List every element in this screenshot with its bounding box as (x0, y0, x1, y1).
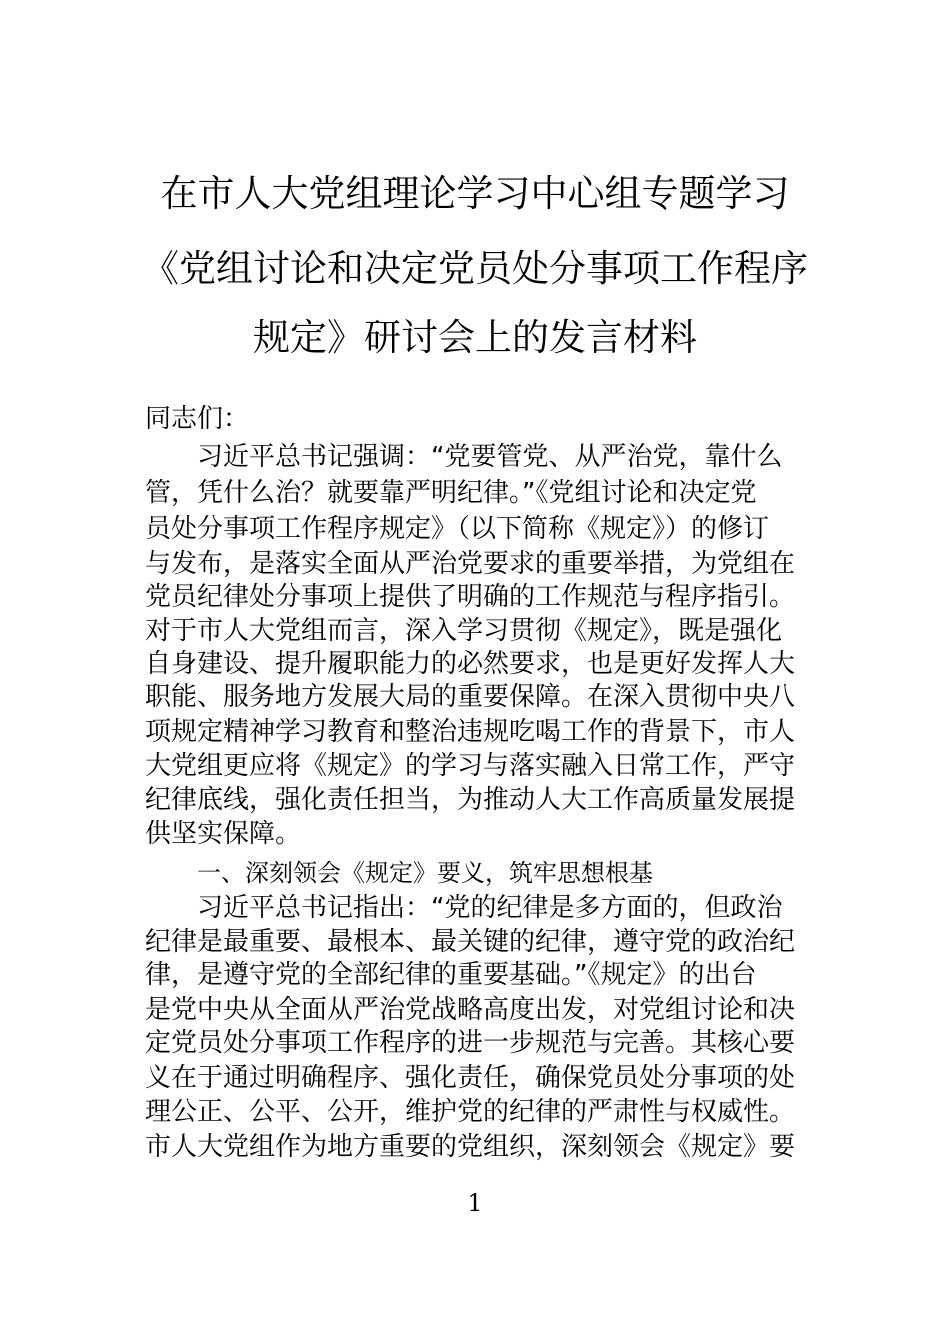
paragraph-1-line: 大党组更应将《规定》的学习与落实融入日常工作，严守 (145, 751, 796, 781)
paragraph-1-line: 供坚实保障。 (145, 819, 302, 849)
paragraph-1-line: 员处分事项工作程序规定》（以下简称《规定》）的修订 (145, 514, 770, 544)
paragraph-1-line: 纪律底线，强化责任担当，为推动人大工作高质量发展提 (145, 785, 796, 815)
paragraph-2-line: 纪律是最重要、最根本、最关键的纪律，遵守党的政治纪 (145, 927, 796, 957)
paragraph-2-line: 定党员处分事项工作程序的进一步规范与完善。其核心要 (145, 1028, 796, 1058)
paragraph-2-line: 理公正、公平、公开，维护党的纪律的严肃性与权威性。 (145, 1097, 796, 1127)
paragraph-2-line: 义在于通过明确程序、强化责任，确保党员处分事项的处 (145, 1063, 796, 1093)
page-number: 1 (467, 1189, 483, 1217)
paragraph-1-line: 党员纪律处分事项上提供了明确的工作规范与程序指引。 (145, 582, 796, 612)
paragraph-2-line: 市人大党组作为地方重要的党组织，深刻领会《规定》要 (145, 1132, 796, 1162)
document-title-line-1: 在市人大党组理论学习中心组专题学习 (160, 172, 790, 215)
paragraph-2-line: 习近平总书记指出：“党的纪律是多方面的，但政治 (197, 893, 783, 923)
paragraph-1-line: 与发布，是落实全面从严治党要求的重要举措，为党组在 (145, 549, 796, 579)
paragraph-2-line: 是党中央从全面从严治党战略高度出发，对党组讨论和决 (145, 995, 796, 1025)
paragraph-1-line: 职能、服务地方发展大局的重要保障。在深入贯彻中央八 (145, 682, 796, 712)
paragraph-1-line: 对于市人大党组而言，深入学习贯彻《规定》，既是强化 (145, 616, 783, 646)
salutation: 同志们： (145, 404, 250, 434)
section-heading-1: 一、深刻领会《规定》要义，筑牢思想根基 (197, 859, 653, 887)
document-title-line-2: 《党组讨论和决定党员处分事项工作程序 (142, 247, 808, 290)
paragraph-1-line: 自身建设、提升履职能力的必然要求，也是更好发挥人大 (145, 649, 796, 679)
paragraph-1-line: 项规定精神学习教育和整治违规吃喝工作的背景下，市人 (145, 717, 796, 747)
paragraph-2-line: 律，是遵守党的全部纪律的重要基础。”《规定》的出台 (145, 960, 757, 990)
paragraph-1-line: 管，凭什么治？就要靠严明纪律。”《党组讨论和决定党 (145, 478, 757, 508)
document-title-line-3: 规定》研讨会上的发言材料 (253, 316, 697, 359)
paragraph-1-line: 习近平总书记强调：“党要管党、从严治党，靠什么 (197, 442, 783, 472)
